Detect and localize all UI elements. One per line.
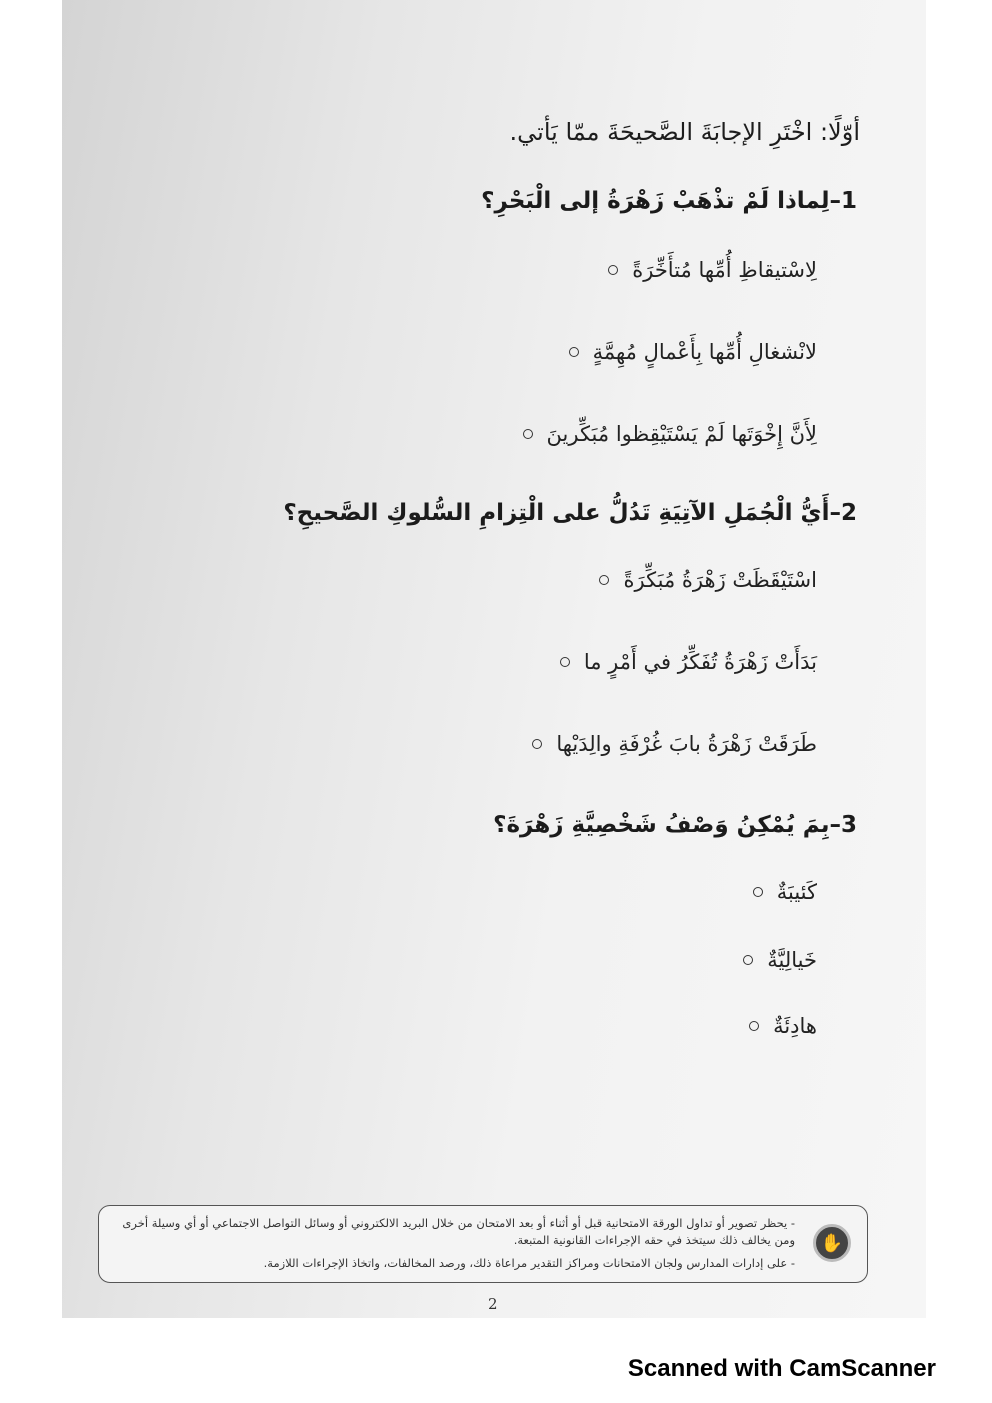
warning-notice-box [98, 1205, 868, 1283]
stop-hand-icon: ✋ [813, 1224, 851, 1262]
radio-circle-icon [560, 657, 570, 667]
radio-circle-icon [743, 955, 753, 965]
question-1-option-2 [569, 340, 817, 364]
question-1-option-3 [523, 422, 817, 446]
radio-circle-icon [599, 575, 609, 585]
question-3-option-1 [753, 880, 817, 904]
radio-circle-icon [753, 887, 763, 897]
question-2-option-3 [532, 732, 817, 756]
option-text: هادِئَةٌ [773, 1014, 817, 1038]
option-text: كَئيبَةٌ [776, 880, 817, 904]
radio-circle-icon [569, 347, 579, 357]
question-3: 3–بِمَ يُمْكِنُ وَصْفُ شَخْصِيَّةِ زَهْرَةَ؟ [493, 812, 857, 838]
question-1: 1–لِماذا لَمْ تذْهَبْ زَهْرَةُ إلى الْبَحْرِ؟ [481, 188, 857, 214]
question-3-option-2 [743, 948, 817, 972]
radio-circle-icon [749, 1021, 759, 1031]
option-text: اسْتَيْقَظَتْ زَهْرَةُ مُبَكِّرَةً [623, 568, 817, 592]
option-text: طَرَقَتْ زَهْرَةُ بابَ غُرْفَةِ والِدَيْها [556, 732, 817, 756]
option-text: لِأَنَّ إِخْوَتَها لَمْ يَسْتَيْقِظوا مُبَكِّرينَ [546, 422, 817, 446]
question-2: 2–أَيُّ الْجُمَلِ الآتِيَةِ تَدُلُّ على الْتِزامِ السُّلوكِ الصَّحيحِ؟ [283, 500, 857, 526]
option-text: لِاسْتيقاظِ أُمِّها مُتأَخِّرَةً [632, 258, 817, 282]
question-1-option-1 [608, 258, 817, 282]
option-text: لانْشغالِ أُمِّها بِأَعْمالٍ مُهِمَّةٍ [592, 340, 817, 364]
radio-circle-icon [532, 739, 542, 749]
camscanner-watermark: Scanned with CamScanner [627, 1355, 936, 1382]
notice-line-2: ومن يخالف ذلك سيتخذ في حقه الإجراءات القانونية المتبعة. [513, 1233, 795, 1247]
radio-circle-icon [608, 265, 618, 275]
option-text: بَدَأَتْ زَهْرَةُ تُفَكِّرُ في أَمْرٍ ما [583, 650, 817, 674]
notice-line-3: - على إدارات المدارس ولجان الامتحانات ومراكز التقدير مراعاة ذلك، ورصد المخالفات، واتخاذ الإجراءات اللازمة. [263, 1256, 795, 1270]
question-3-option-3 [749, 1014, 817, 1038]
section-heading: أوّلًا: اخْتَرِ الإجابَةَ الصَّحيحَةَ ممّا يَأتي. [509, 118, 860, 146]
question-2-option-2 [560, 650, 817, 674]
page-number: 2 [488, 1295, 498, 1313]
radio-circle-icon [523, 429, 533, 439]
notice-line-1: - يحظر تصوير أو تداول الورقة الامتحانية قبل أو أثناء أو بعد الامتحان من خلال البريد الالكتروني أو وسائل التواصل الاجتماعي أو أي وسيلة أخرى [122, 1216, 795, 1230]
option-text: خَيالِيَّةٌ [767, 948, 817, 972]
question-2-option-1 [599, 568, 817, 592]
